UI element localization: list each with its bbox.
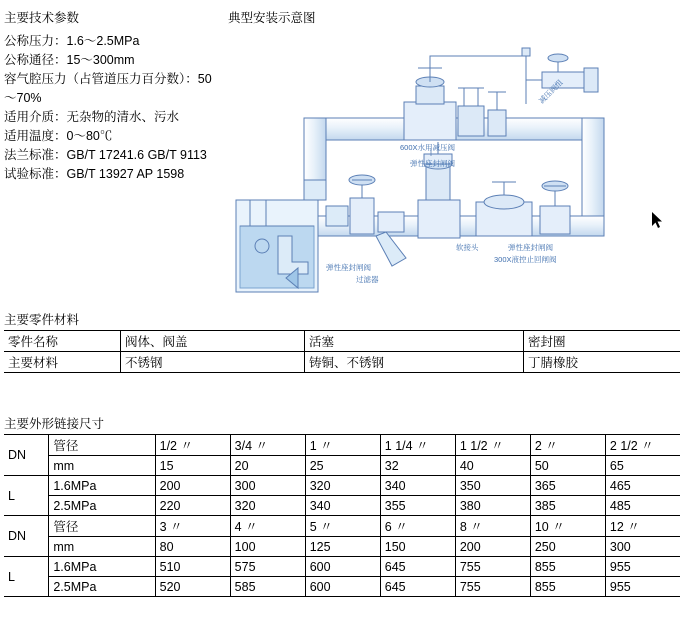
cell: 50 xyxy=(530,456,605,476)
cell: 250 xyxy=(530,537,605,557)
cell: 25 xyxy=(305,456,380,476)
cell: 密封圈 xyxy=(524,331,681,352)
cell: 125 xyxy=(305,537,380,557)
page-title-diagram: 典型安装示意图 xyxy=(228,11,316,25)
parameter-item: 公称压力：1.6～2.5MPa xyxy=(4,34,140,48)
cell: 2 1/2 〃 xyxy=(605,435,680,456)
cell: 385 xyxy=(530,496,605,516)
row-label: 管径 xyxy=(49,516,155,537)
cell: 755 xyxy=(455,577,530,597)
row-label: mm xyxy=(49,456,155,476)
cell: 300 xyxy=(230,476,305,496)
diagram-label-4: 弹性座封闸阀 xyxy=(508,243,553,252)
cell: 6 〃 xyxy=(380,516,455,537)
cell: 645 xyxy=(380,577,455,597)
materials-table xyxy=(4,330,680,373)
table-row xyxy=(4,435,680,456)
row-group-head: DN xyxy=(4,516,49,557)
cell: 855 xyxy=(530,557,605,577)
cell: 铸铜、不锈钢 xyxy=(305,352,524,373)
row-label: 1.6MPa xyxy=(49,557,155,577)
cell: 5 〃 xyxy=(305,516,380,537)
cell: 600 xyxy=(305,557,380,577)
row-label: 2.5MPa xyxy=(49,496,155,516)
table-row xyxy=(4,456,680,476)
cell: 15 xyxy=(155,456,230,476)
cell: 585 xyxy=(230,577,305,597)
cell: 丁腈橡胶 xyxy=(524,352,681,373)
diagram-label-6: 弹性座封闸阀 xyxy=(326,263,371,272)
diagram-label-5: 300X液控止回闸阀 xyxy=(494,255,557,264)
parameter-list xyxy=(4,32,216,184)
diagram-label-3: 软接头 xyxy=(456,243,479,252)
cell: 1 1/2 〃 xyxy=(455,435,530,456)
cell: 80 xyxy=(155,537,230,557)
table-row xyxy=(4,557,680,577)
cell: 510 xyxy=(155,557,230,577)
cell: 380 xyxy=(455,496,530,516)
cell: 365 xyxy=(530,476,605,496)
row-label: 1.6MPa xyxy=(49,476,155,496)
page-title-dimensions: 主要外形链接尺寸 xyxy=(4,417,105,431)
row-label: 2.5MPa xyxy=(49,577,155,597)
diagram-label-2: 弹性座封闸阀 xyxy=(410,159,455,168)
table-row xyxy=(4,496,680,516)
cell: 340 xyxy=(380,476,455,496)
cell: 955 xyxy=(605,577,680,597)
cell: 12 〃 xyxy=(605,516,680,537)
row-group-head: DN xyxy=(4,435,49,476)
cell: 320 xyxy=(230,496,305,516)
cell: 8 〃 xyxy=(455,516,530,537)
mouse-cursor-icon xyxy=(652,212,664,230)
cell: 855 xyxy=(530,577,605,597)
cell: 600 xyxy=(305,577,380,597)
cell: 3 〃 xyxy=(155,516,230,537)
cell: 220 xyxy=(155,496,230,516)
cell: 575 xyxy=(230,557,305,577)
cell: 955 xyxy=(605,557,680,577)
diagram-label-7: 过滤器 xyxy=(356,275,379,284)
cell: 10 〃 xyxy=(530,516,605,537)
cell: 1 1/4 〃 xyxy=(380,435,455,456)
cell: 150 xyxy=(380,537,455,557)
parameter-item: 公称通径：15～300mm xyxy=(4,53,135,67)
cell: 320 xyxy=(305,476,380,496)
cell: 520 xyxy=(155,577,230,597)
page-title-materials: 主要零件材料 xyxy=(4,313,80,327)
page-title-parameters: 主要技术参数 xyxy=(4,11,80,25)
parameter-item: 适用介质：无杂物的清水、污水 xyxy=(4,110,180,124)
table-row xyxy=(4,537,680,557)
installation-diagram xyxy=(226,30,656,295)
cell: 200 xyxy=(455,537,530,557)
cell: 阀体、阀盖 xyxy=(121,331,305,352)
cell: 2 〃 xyxy=(530,435,605,456)
cell: 1 〃 xyxy=(305,435,380,456)
row-label: 管径 xyxy=(49,435,155,456)
table-row xyxy=(4,331,680,352)
table-row xyxy=(4,352,680,373)
diagram-label-1: 600X水用减压阀 xyxy=(400,143,456,152)
cell: 350 xyxy=(455,476,530,496)
dimensions-table xyxy=(4,434,680,597)
row-group-head: L xyxy=(4,476,49,516)
cell: 755 xyxy=(455,557,530,577)
cell: 3/4 〃 xyxy=(230,435,305,456)
cell: 485 xyxy=(605,496,680,516)
parameter-item: 法兰标准：GB/T 17241.6 GB/T 9113 xyxy=(4,148,207,162)
parameter-item: 试验标准：GB/T 13927 AP 1598 xyxy=(4,167,185,181)
cell: 200 xyxy=(155,476,230,496)
cell: 1/2 〃 xyxy=(155,435,230,456)
cell: 20 xyxy=(230,456,305,476)
table-row xyxy=(4,516,680,537)
row-label: 主要材料 xyxy=(4,352,121,373)
cell: 40 xyxy=(455,456,530,476)
cell: 不锈钢 xyxy=(121,352,305,373)
cell: 4 〃 xyxy=(230,516,305,537)
cell: 340 xyxy=(305,496,380,516)
cell: 65 xyxy=(605,456,680,476)
cell: 100 xyxy=(230,537,305,557)
cell: 645 xyxy=(380,557,455,577)
row-group-head: L xyxy=(4,557,49,597)
diagram-label-0: 减压阀组 xyxy=(537,77,565,106)
parameter-item: 适用温度：0～80℃ xyxy=(4,129,113,143)
table-row xyxy=(4,476,680,496)
cell: 300 xyxy=(605,537,680,557)
cell: 465 xyxy=(605,476,680,496)
parameter-item: 容气腔压力（占管道压力百分数）：50～70% xyxy=(4,72,212,105)
cell: 32 xyxy=(380,456,455,476)
row-label: mm xyxy=(49,537,155,557)
cell: 活塞 xyxy=(305,331,524,352)
cell: 355 xyxy=(380,496,455,516)
row-label: 零件名称 xyxy=(4,331,121,352)
table-row xyxy=(4,577,680,597)
